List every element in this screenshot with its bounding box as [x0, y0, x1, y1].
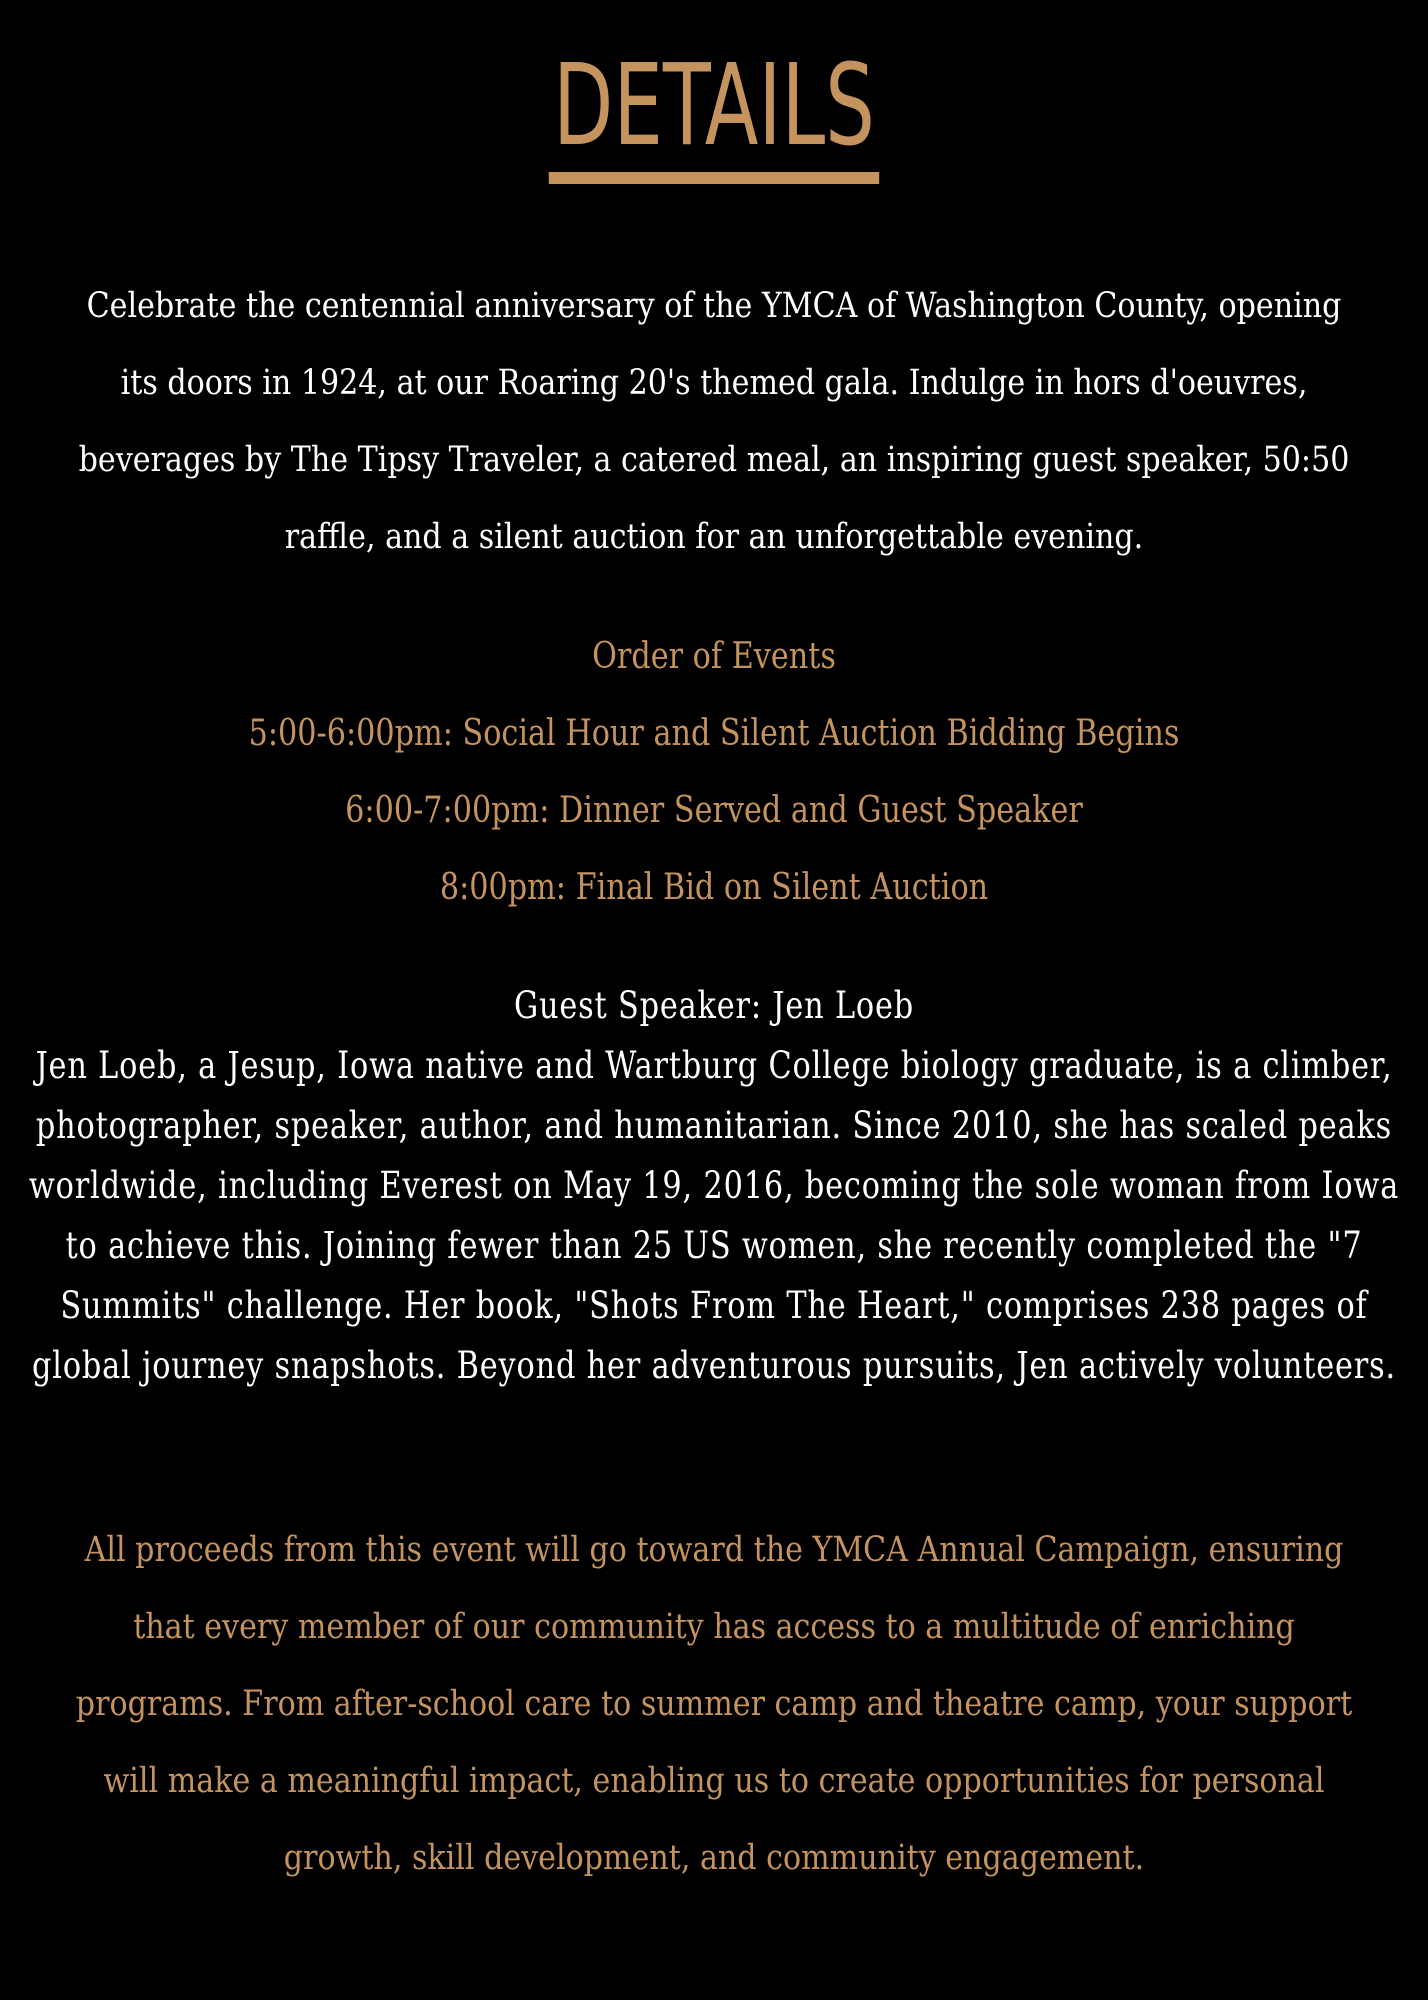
order-of-events [0, 618, 1428, 926]
guest-speaker-heading: Guest Speaker: Jen Loeb [513, 984, 915, 1027]
event-item: 5:00-6:00pm: Social Hour and Silent Auction Bidding Begins [248, 713, 1180, 754]
order-of-events-title: Order of Events [592, 636, 836, 677]
guest-speaker-bio: Jen Loeb, a Jesup, Iowa native and Wartburg College biology graduate, is a climber, photographer, speaker, author, and humanitarian. Since 2010, she has scaled peaks worldwide, including Everest on May 19, 2016, becoming the sole woman from Iowa to achieve this. Joining fewer than 25 US women, she recently completed the "7 Summits" challenge. Her book, "Shots From The Heart," comprises 238 pages of global journey snapshots. Beyond her adventurous pursuits, Jen actively volunteers. [28, 1044, 1400, 1387]
page-title: DETAILS [549, 50, 879, 184]
proceeds-paragraph: All proceeds from this event will go toward the YMCA Annual Campaign, ensuring that every member of our community has access to a multitude of enriching programs. From after-school care to summer camp and theatre camp, your support will make a meaningful impact, enabling us to create opportunities for personal growth, skill development, and community engagement. [75, 1530, 1353, 1878]
intro-paragraph: Celebrate the centennial anniversary of the YMCA of Washington County, opening its doors in 1924, at our Roaring 20's themed gala. Indulge in hors d'oeuvres, beverages by The Tipsy Traveler, a catered meal, an inspiring guest speaker, 50:50 raffle, and a silent auction for an unforgettable evening. [78, 286, 1350, 557]
guest-speaker-section [22, 976, 1406, 1396]
title-container [0, 41, 1428, 184]
event-item: 8:00pm: Final Bid on Silent Auction [439, 867, 989, 908]
event-item: 6:00-7:00pm: Dinner Served and Guest Speaker [345, 790, 1083, 831]
